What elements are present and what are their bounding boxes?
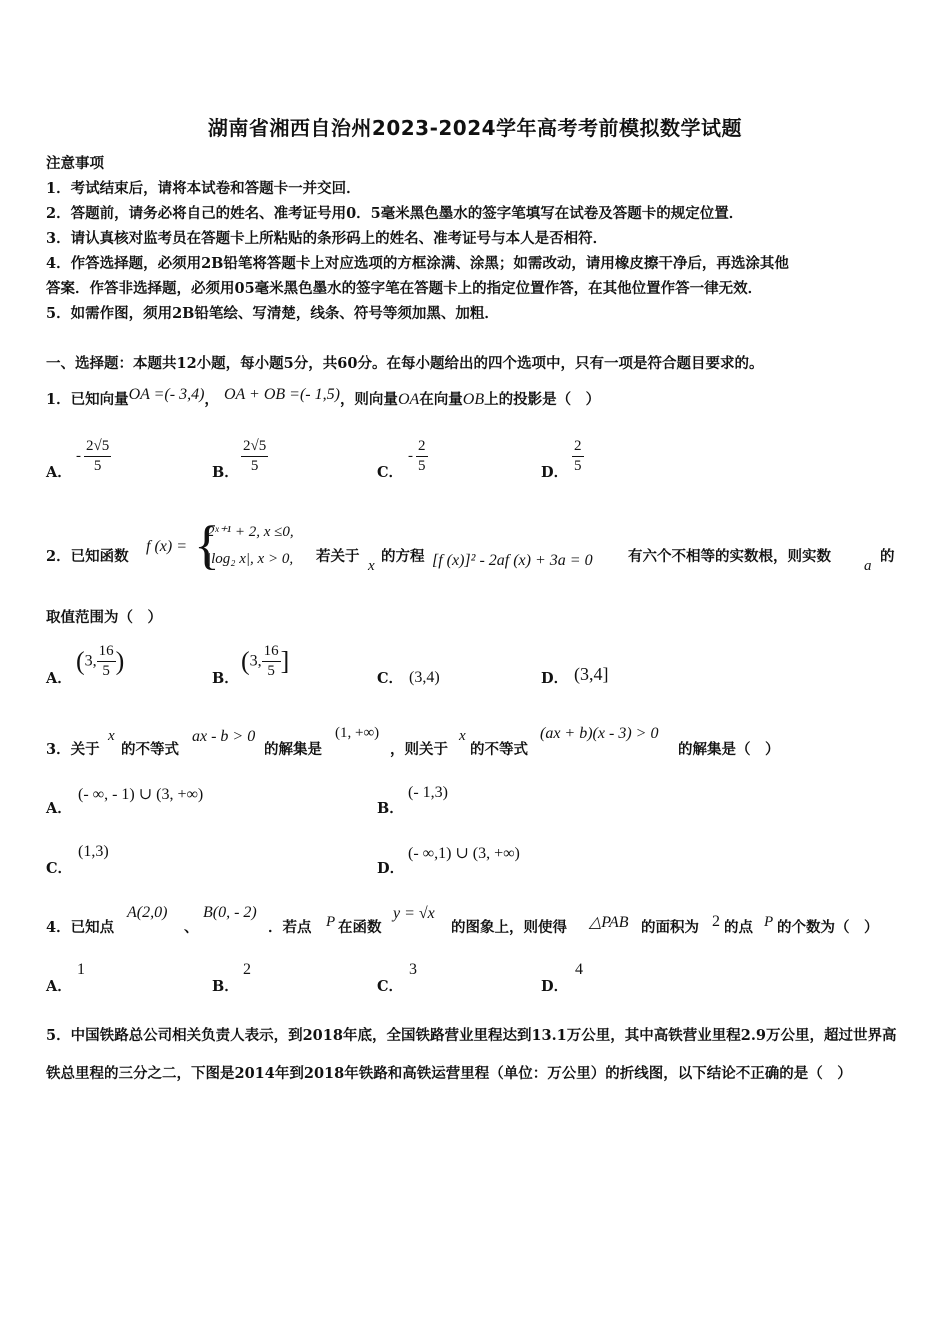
q1-option-d[interactable] (572, 437, 584, 476)
q2-tail: 的 (880, 548, 895, 565)
q2-b-lparen: ( (241, 646, 250, 676)
q4-label-d: D． (541, 978, 569, 995)
q2-equation: [f (x)]² - 2af (x) + 3a = 0 (432, 552, 593, 569)
q1-label-b: B． (212, 464, 239, 481)
q1-math-sum: OA + OB =(- 1,5) (223, 386, 340, 403)
notice-item-4-cont: 答案．作答非选择题，必须用05毫米黑色墨水的签字笔在答题卡上的指定位置作答，在其他位置作答一律无效． (46, 280, 763, 297)
q2-fx: f (x) = (146, 538, 187, 555)
q3-option-d[interactable]: (- ∞,1) ∪ (3, +∞) (408, 845, 520, 862)
q3-t3: ，则关于 (390, 741, 448, 758)
q3-var-x2: x (459, 728, 466, 744)
q2-a-rparen: ) (115, 646, 125, 676)
q2-option-c[interactable]: (3,4) (409, 669, 440, 686)
q2-b-num: 16 (262, 642, 281, 662)
q2-a-num: 16 (97, 642, 116, 662)
q1-mid2: 在向量 (419, 391, 463, 408)
q2-a-den: 5 (102, 663, 110, 679)
q2-label-a: A． (46, 670, 72, 687)
q3-option-b[interactable]: (- 1,3) (408, 784, 448, 801)
q4-function: y = √x (393, 905, 435, 922)
q1-label-c: C． (377, 464, 404, 481)
q3-t1: 的不等式 (121, 741, 179, 758)
q3-prefix: 3．关于 (46, 741, 100, 758)
q2-prefix: 2．已知函数 (46, 548, 129, 565)
q4-option-a[interactable]: 1 (77, 961, 85, 978)
q1-b-num: 2√5 (241, 437, 268, 457)
q3-math-1: ax - b > 0 (192, 728, 256, 745)
q1-d-num: 2 (572, 437, 584, 457)
q2-brace: { (194, 515, 220, 575)
q1-d-den: 5 (574, 458, 582, 474)
q3-label-d: D． (377, 860, 405, 877)
q2-a-frac (97, 642, 116, 681)
notice-item-3: 3．请认真核对监考员在答题卡上所粘贴的条形码上的姓名、准考证号与本人是否相符． (46, 230, 608, 247)
q1-a-sign: - (76, 448, 81, 464)
q1-option-a[interactable] (76, 437, 111, 476)
q4-t2: 在函数 (338, 919, 382, 936)
q1-c-sign: - (408, 448, 413, 464)
q2-label-c: C． (377, 670, 404, 687)
q2-label-b: B． (212, 670, 239, 687)
q1-b-frac (241, 437, 268, 476)
q3-label-b: B． (377, 800, 404, 817)
notice-item-1: 1．考试结束后，请将本试卷和答题卡一并交回． (46, 180, 361, 197)
q2-line2: 取值范围为（ ） (46, 609, 162, 626)
q2-a-lparen: ( (76, 646, 85, 676)
q1-a-num: 2√5 (84, 437, 111, 457)
q1-c-num: 2 (416, 437, 428, 457)
q4-sep: 、 (184, 919, 199, 936)
q4-label-a: A． (46, 978, 72, 995)
question-5: 5．中国铁路总公司相关负责人表示，到2018年底，全国铁路营业里程达到13.1万公里，其中高铁营业里程2.9万公里，超过世界高铁总里程的三分之二，下图是2014年到2018年铁路和高铁运营里程（单位：万公里）的折线图，以下结论不正确的是（ ） (46, 1027, 897, 1082)
q4-t6: 的个数为（ ） (777, 919, 879, 936)
q2-b-den: 5 (267, 663, 275, 679)
q3-math-2: (1, +∞) (335, 725, 380, 741)
q3-label-c: C． (46, 860, 73, 877)
q3-math-3: (ax + b)(x - 3) > 0 (540, 725, 659, 742)
q1-label-d: D． (541, 464, 569, 481)
q3-var-x1: x (108, 728, 115, 744)
q4-option-b[interactable]: 2 (243, 961, 251, 978)
q1-c-frac (416, 437, 428, 476)
q1-suffix: 上的投影是（ ） (484, 391, 601, 408)
q3-option-a[interactable]: (- ∞, - 1) ∪ (3, +∞) (78, 786, 204, 803)
q4-t1: ．若点 (268, 919, 312, 936)
notice-item-5: 5．如需作图，须用2B铅笔绘、写清楚，线条、符号等须加黑、加粗． (46, 305, 499, 322)
q4-point-b: B(0, - 2) (203, 904, 257, 921)
q1-prefix: 1．已知向量 (46, 391, 129, 408)
q2-b-frac (262, 642, 281, 681)
q2-option-b[interactable] (241, 642, 289, 681)
q4-t5: 的点 (724, 919, 753, 936)
q3-label-a: A． (46, 800, 72, 817)
q2-mid: 若关于 (316, 548, 360, 565)
q1-d-frac (572, 437, 584, 476)
q4-area-value: 2 (712, 913, 720, 930)
q2-b-three: 3, (249, 652, 262, 670)
q4-var-p2: P (764, 914, 774, 930)
q1-b-den: 5 (250, 458, 259, 474)
notice-item-4: 4．作答选择题，必须用2B铅笔将答题卡上对应选项的方框涂满、涂黑；如需改动，请用橡皮擦干净后，再选涂其他 (46, 255, 789, 272)
q2-piece-1: 2ˣ⁺¹ + 2, x ≤0, (207, 524, 294, 540)
q1-a-den: 5 (93, 458, 102, 474)
q4-var-p1: P (326, 914, 336, 930)
q1-a-frac (84, 437, 111, 476)
q3-t4: 的不等式 (470, 741, 528, 758)
q3-t2: 的解集是 (264, 741, 322, 758)
q2-option-a[interactable] (76, 642, 124, 681)
q4-t4: 的面积为 (641, 919, 699, 936)
q2-piece-2: |log₂ x|, x > 0, (207, 551, 294, 567)
page-title: 湖南省湘西自治州2023-2024学年高考考前模拟数学试题 (207, 116, 743, 140)
q1-mid: ，则向量 (339, 391, 398, 408)
q1-c-den: 5 (418, 458, 426, 474)
q4-point-a: A(2,0) (127, 904, 168, 921)
q2-mid2: 的方程 (381, 548, 425, 565)
q1-option-b[interactable] (241, 437, 268, 476)
q4-prefix: 4．已知点 (46, 919, 115, 936)
q3-option-c[interactable]: (1,3) (78, 843, 109, 860)
notice-item-2: 2．答题前，请务必将自己的姓名、准考证号用0．5毫米黑色墨水的签字笔填写在试卷及答题卡的规定位置． (46, 205, 744, 222)
q4-option-c[interactable]: 3 (409, 961, 417, 978)
q2-option-d[interactable]: (3,4] (574, 664, 609, 684)
q1-math-ob: OB (462, 391, 485, 408)
q2-a-three: 3, (84, 652, 97, 670)
q1-option-c[interactable] (408, 437, 428, 476)
q1-sep: ， (204, 391, 219, 408)
q3-t5: 的解集是（ ） (678, 741, 780, 758)
q2-label-d: D． (541, 670, 569, 687)
q1-label-a: A． (46, 464, 72, 481)
section-heading: 一、选择题：本题共12小题，每小题5分，共60分。在每小题给出的四个选项中，只有一项是符合题目要求的。 (46, 355, 764, 372)
question-1 (46, 386, 600, 409)
notice-heading: 注意事项 (46, 155, 104, 172)
q1-math-oa2: OA (397, 391, 420, 408)
q4-label-c: C． (377, 978, 404, 995)
q1-math-oa: OA =(- 3,4) (128, 386, 205, 403)
q2-var-a: a (864, 558, 872, 574)
q2-mid3: 有六个不相等的实数根，则实数 (628, 548, 831, 565)
q4-t3: 的图象上，则使得 (451, 919, 567, 936)
q4-option-d[interactable]: 4 (575, 961, 583, 978)
q2-var-x: x (368, 558, 375, 574)
q2-b-rbracket: ] (280, 646, 290, 676)
q4-label-b: B． (212, 978, 239, 995)
q4-triangle: △PAB (589, 914, 629, 931)
